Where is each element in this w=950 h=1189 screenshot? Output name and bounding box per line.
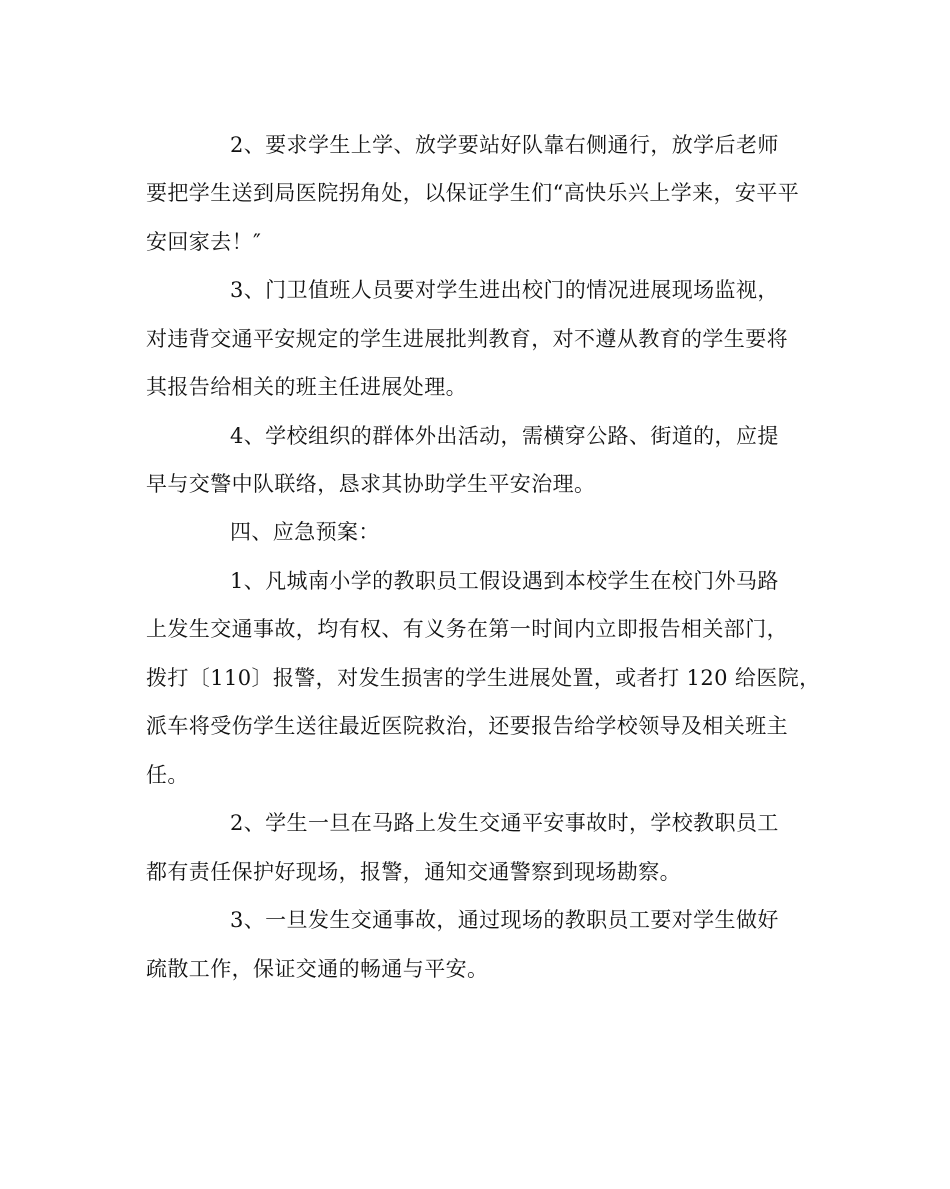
paragraph-5-line-2: 都有责任保护好现场，报警，通知交通警察到现场勘察。 — [146, 860, 681, 884]
paragraph-4-line-5: 任。 — [146, 763, 189, 787]
paragraph-1-line-3: 安回家去！″ — [146, 230, 262, 254]
paragraph-6-line-2: 疏散工作，保证交通的畅通与平安。 — [146, 957, 489, 981]
paragraph-6-line-1: 3、一旦发生交通事故，通过现场的教职员工要对学生做好 — [230, 908, 779, 932]
paragraph-5-line-1: 2、学生一旦在马路上发生交通平安事故时，学校教职员工 — [230, 811, 779, 835]
paragraph-1-line-2: 要把学生送到局医院拐角处，以保证学生们“高快乐兴上学来，安平平 — [146, 181, 800, 205]
paragraph-3-line-1: 4、学校组织的群体外出活动，需横穿公路、街道的，应提 — [230, 424, 779, 448]
paragraph-1-line-1: 2、要求学生上学、放学要站好队靠右侧通行，放学后老师 — [230, 133, 779, 157]
paragraph-4-line-1: 1、凡城南小学的教职员工假设遇到本校学生在校门外马路 — [230, 569, 779, 593]
paragraph-4-line-3: 拨打〔110〕报警，对发生损害的学生进展处置，或者打 120 给医院， — [146, 666, 821, 690]
paragraph-2-line-3: 其报告给相关的班主任进展处理。 — [146, 375, 467, 399]
paragraph-4-line-4: 派车将受伤学生送往最近医院救治，还要报告给学校领导及相关班主 — [146, 714, 788, 738]
paragraph-4-line-2: 上发生交通事故，均有权、有义务在第一时间内立即报告相关部门， — [146, 617, 788, 641]
section-heading: 四、应急预案： — [230, 520, 380, 544]
paragraph-2-line-2: 对违背交通平安规定的学生进展批判教育，对不遵从教育的学生要将 — [146, 327, 788, 351]
paragraph-2-line-1: 3、门卫值班人员要对学生进出校门的情况进展现场监视， — [230, 278, 779, 302]
paragraph-3-line-2: 早与交警中队联络，恳求其协助学生平安治理。 — [146, 472, 596, 496]
